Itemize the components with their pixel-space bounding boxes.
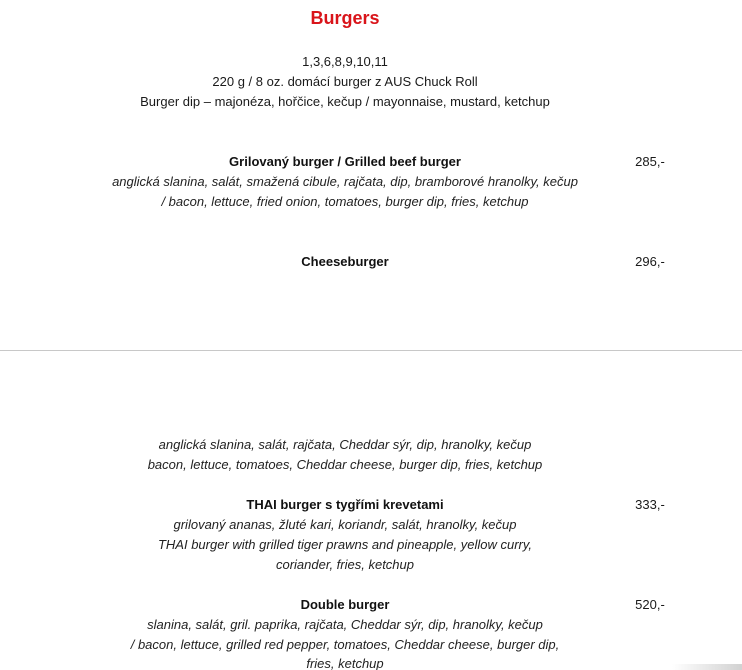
weight-line: 220 g / 8 oz. domácí burger z AUS Chuck Roll <box>212 74 478 89</box>
double-burger-price: 520,- <box>635 597 665 612</box>
grilled-burger-desc-en: / bacon, lettuce, fried onion, tomatoes, burger dip, fries, ketchup <box>161 194 529 209</box>
grilled-burger-price: 285,- <box>635 154 665 169</box>
cheeseburger-desc-en: bacon, lettuce, tomatoes, Cheddar cheese, burger dip, fries, ketchup <box>147 457 543 472</box>
dip-line: Burger dip – majonéza, hořčice, kečup / mayonnaise, mustard, ketchup <box>140 94 550 109</box>
thai-burger-desc-2: THAI burger with grilled tiger prawns and pineapple, yellow curry, <box>157 537 533 552</box>
allergens-line: 1,3,6,8,9,10,11 <box>302 54 388 69</box>
cheeseburger-price: 296,- <box>635 254 665 269</box>
double-burger-name: Double burger <box>300 597 390 612</box>
double-burger-desc-3: fries, ketchup <box>306 656 384 670</box>
double-burger-desc-2: / bacon, lettuce, grilled red pepper, tomatoes, Cheddar cheese, burger dip, <box>130 637 560 652</box>
thai-burger-price: 333,- <box>635 497 665 512</box>
page-edge-shadow <box>672 664 742 670</box>
cheeseburger-name: Cheeseburger <box>301 254 389 269</box>
thai-burger-name: THAI burger s tygřími krevetami <box>246 497 444 512</box>
page-title: Burgers <box>310 8 380 28</box>
grilled-burger-name: Grilovaný burger / Grilled beef burger <box>229 154 461 169</box>
page-divider <box>0 350 742 351</box>
grilled-burger-desc-cz: anglická slanina, salát, smažená cibule, rajčata, dip, bramborové hranolky, kečup <box>112 174 578 189</box>
double-burger-desc-1: slanina, salát, gril. paprika, rajčata, Cheddar sýr, dip, hranolky, kečup <box>147 617 543 632</box>
thai-burger-desc-3: coriander, fries, ketchup <box>275 557 415 572</box>
thai-burger-desc-1: grilovaný ananas, žluté kari, koriandr, salát, hranolky, kečup <box>173 517 517 532</box>
cheeseburger-desc-cz: anglická slanina, salát, rajčata, Cheddar sýr, dip, hranolky, kečup <box>158 437 532 452</box>
